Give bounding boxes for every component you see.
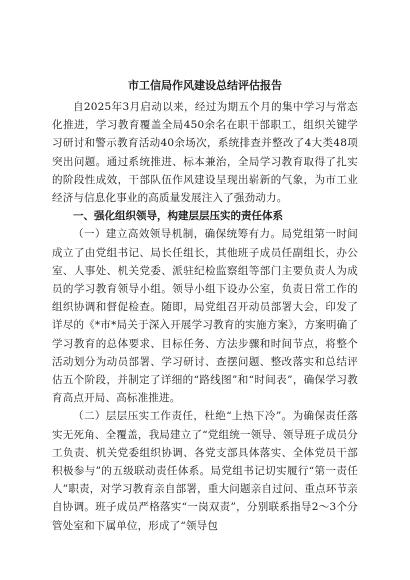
intro-paragraph: 自2025年3月启动以来，经过为期五个月的集中学习与常态化推进，学习教育覆盖全局450余名在职干部职工，组织关键学习研讨和警示教育活动40余场次，系统排查并整改了4大类48项突出问题。通过系统推进、标本兼治，全局学习教育取得了扎实的阶段性成效，干部队伍作风建设呈现出崭新的气象，为市工业经济与信息化事业的高质量发展注入了强劲动力。 (52, 101, 358, 205)
body-paragraph-1: （一）建立高效领导机制，确保统筹有力。局党组第一时间成立了由党组书记、局长任组长，其他班子成员任副组长，办公室、人事处、机关党委、派驻纪检监察组等部门主要负责人为成员的学习教育领导小组。领导小组下设办公室，负责日常工作的组织协调和督促检查。随即，局党组召开动员部署大会，印发了详尽的《*市*局关于深入开展学习教育的实施方案》，方案明确了学习教育的总体要求、目标任务、方法步骤和时间节点，将整个活动划分为动员部署、学习研讨、查摆问题、整改落实和总结评估五个阶段，并制定了详细的“路线图”和“时间表”，确保学习教育高点开局、高标准推进。 (52, 228, 358, 405)
document-title: 市工信局作风建设总结评估报告 (128, 79, 282, 92)
body-paragraph-2: （二）层层压实工作责任，杜绝“上热下冷”。为确保责任落实无死角、全覆盖，我局建立了“党组统一领导、领导班子成员分工负责、机关党委组织协调、各党支部具体落实、全体党员干部积极参与”的五级联动责任体系。局党组书记切实履行“第一责任人”职责，对学习教育亲自部署，重大问题亲自过问、重点环节亲自协调。班子成员严格落实“一岗双责”，分别联系指导2～3个分管处室和下属单位，形成了“领导包 (52, 410, 358, 532)
section-heading: 一、强化组织领导，构建层层压实的责任体系 (73, 210, 283, 223)
